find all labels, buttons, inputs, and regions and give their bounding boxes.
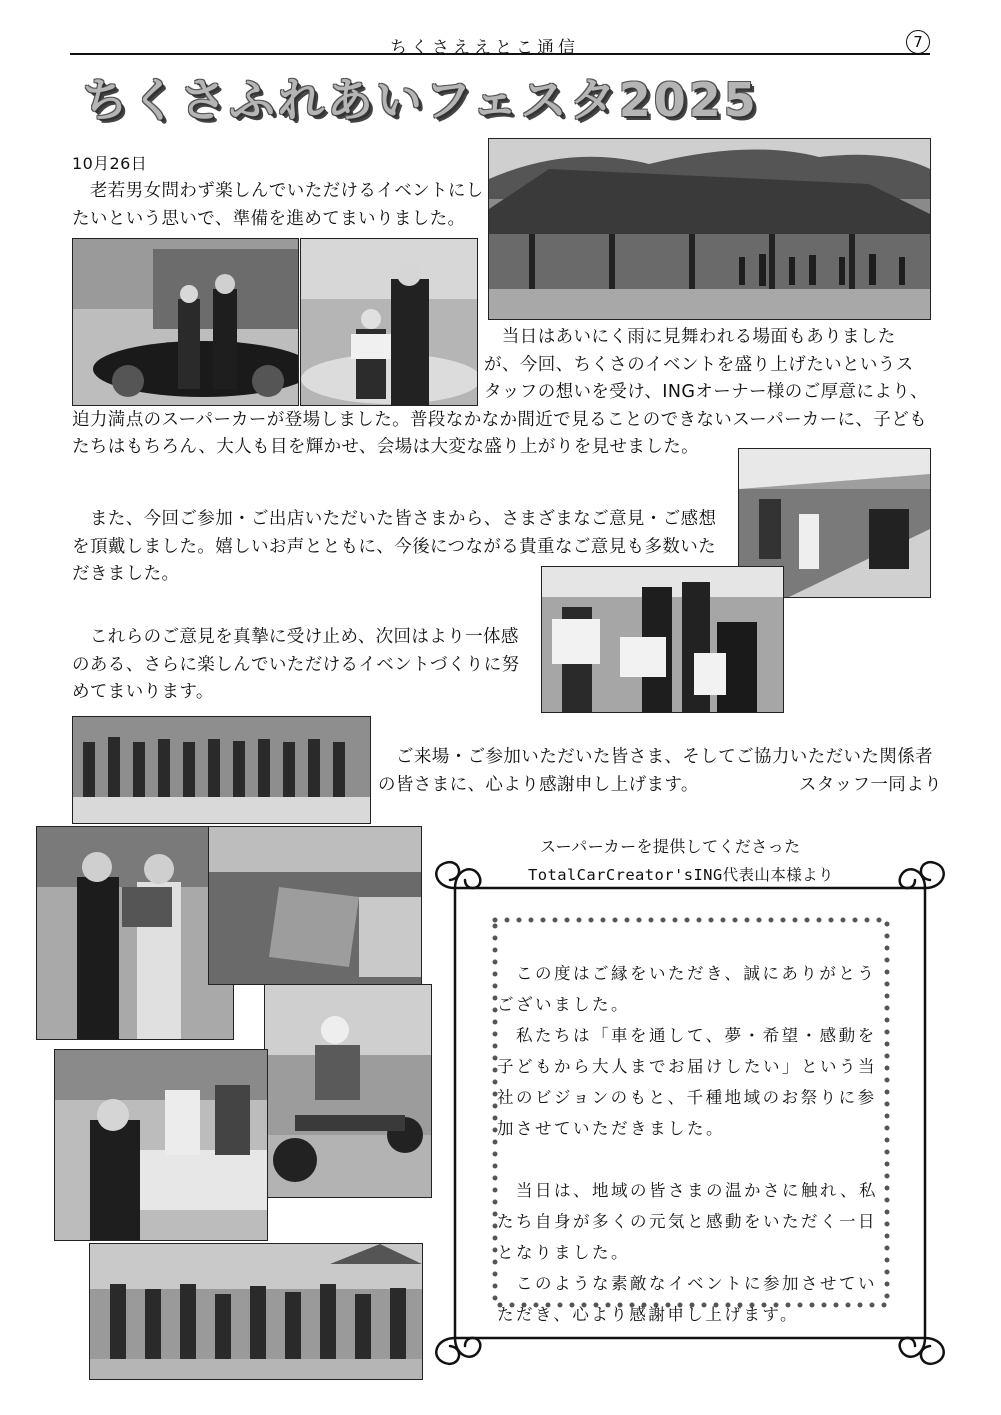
text-line: TotalCarCreator'sING代表山本様より <box>528 866 834 884</box>
text-line: たいという思いで、準備を進めてまいりました。 <box>72 208 466 229</box>
letter-line: 社のビジョンのもと、千種地域のお祭りに参 <box>497 1088 877 1107</box>
letter-line: 当日は、地域の皆さまの温かさに触れ、私 <box>497 1181 878 1200</box>
photo-stage-group <box>72 716 371 824</box>
newsletter-title: ちくさええとこ通信 <box>390 38 579 58</box>
letter-line: このような素敵なイベントに参加させてい <box>497 1274 877 1293</box>
header-divider <box>70 53 930 55</box>
text-line: 老若男女問わず楽しんでいただけるイベントにし <box>72 181 484 201</box>
text-line: めてまいります。 <box>72 682 214 702</box>
photo-go-kart-ride <box>264 984 432 1198</box>
intro-paragraph <box>72 178 484 233</box>
page-number: 7 <box>906 30 930 54</box>
letter-line <box>497 1144 878 1175</box>
text-line: を頂戴しました。嬉しいお声とともに、今後につながる貴重なご意見も多数いた <box>72 536 717 557</box>
letter-body <box>497 958 878 1330</box>
future-paragraph <box>72 624 520 707</box>
text-line: だきました。 <box>72 564 180 584</box>
photo-outdoor-crowd <box>89 1243 423 1380</box>
text-line: が、今回、ちくさのイベントを盛り上げたいというス <box>484 354 914 375</box>
text-line: タッフの想いを受け、INGオーナー様のご厚意により、 <box>484 382 929 402</box>
text-line: また、今回ご参加・ご出店いただいた皆さまから、さまざまなご意見・ご感想 <box>72 509 717 529</box>
text-line: これらのご意見を真摯に受け止め、次回はより一体感 <box>72 627 519 647</box>
letter-line: 加させていただきました。 <box>497 1119 725 1138</box>
text-line: たちはもちろん、大人も目を輝かせ、会場は大変な盛り上がりを見せました。 <box>72 437 700 457</box>
photo-market-pavilion <box>488 138 931 320</box>
letter-line: 私たちは「車を通して、夢・希望・感動を <box>497 1026 877 1045</box>
page-headline: ちくさふれあいフェスタ2025 <box>82 73 759 127</box>
event-date: 10月26日 <box>72 154 148 173</box>
supercar-paragraph <box>72 324 928 462</box>
text-line: ご来場・ご参加いただいた皆さま、そしてご協力いただいた関係者 <box>396 747 933 767</box>
text-line: スーパーカーを提供してくださった <box>540 837 801 856</box>
text-line <box>378 772 942 800</box>
photo-students-table <box>54 1049 268 1241</box>
letter-line: となりました。 <box>497 1243 630 1262</box>
thanks-line: の皆さまに、心より感謝申し上げます。 <box>378 774 699 795</box>
thanks-paragraph <box>378 744 942 799</box>
text-line: 当日はあいにく雨に見舞われる場面もありました <box>484 327 896 347</box>
text-line: のある、さらに楽しんでいただけるイベントづくりに努 <box>72 654 520 675</box>
staff-signoff: スタッフ一同より <box>798 774 943 795</box>
letter-line: この度はご縁をいただき、誠にありがとう <box>497 964 877 983</box>
letter-line: 子どもから大人までお届けしたい」という当 <box>497 1057 877 1076</box>
photo-wooden-craft <box>208 826 422 985</box>
photo-peace-sign-couple <box>36 826 234 1040</box>
letter-line: ございました。 <box>497 995 630 1014</box>
letter-line: ただき、心より感謝申し上げます。 <box>497 1305 800 1324</box>
letter-line: たち自身が多くの元気と感動をいただく一日 <box>497 1212 877 1231</box>
photo-group-posters <box>541 566 784 713</box>
text-line: 迫力満点のスーパーカーが登場しました。普段なかなか間近で見ることのできないスーパーカーに、子ども <box>72 409 927 430</box>
